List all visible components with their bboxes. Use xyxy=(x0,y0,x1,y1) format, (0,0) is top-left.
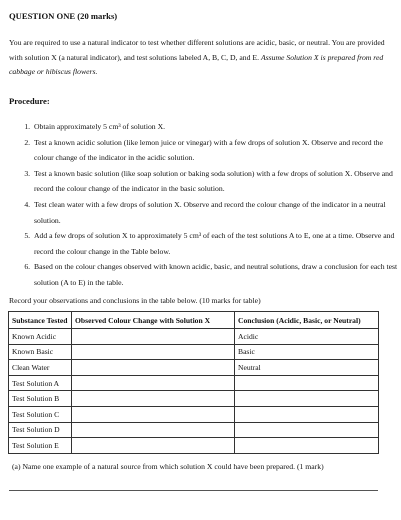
procedure-steps xyxy=(18,119,401,291)
cell-observed-colour[interactable] xyxy=(72,422,235,438)
header-observed-colour: Observed Colour Change with Solution X xyxy=(72,312,235,329)
procedure-step: 3. Test a known basic solution (like soap solution or baking soda solution) with a few drops of solution X. Observe and record the colour change of the indicator in the basic solution. xyxy=(32,166,401,197)
procedure-step: 2. Test a known acidic solution (like lemon juice or vinegar) with a few drops of solution X. Observe and record the colour change of the indicator in the acidic solution. xyxy=(32,135,401,166)
cell-substance: Clean Water xyxy=(9,360,72,376)
cell-conclusion[interactable] xyxy=(235,422,379,438)
table-row xyxy=(9,422,379,438)
procedure-step: 4. Test clean water with a few drops of solution X. Observe and record the colour change of the indicator in a neutral solution. xyxy=(32,197,401,228)
cell-observed-colour[interactable] xyxy=(72,360,235,376)
cell-observed-colour[interactable] xyxy=(72,329,235,345)
procedure-step: 1. Obtain approximately 5 cm³ of solution X. xyxy=(32,119,401,135)
procedure-step: 5. Add a few drops of solution X to approximately 5 cm³ of each of the test solutions A to E, one at a time. Observe and record the colour change in the Table below. xyxy=(32,228,401,259)
answer-line[interactable] xyxy=(9,490,378,491)
cell-observed-colour[interactable] xyxy=(72,438,235,454)
observation-table xyxy=(8,311,379,454)
table-row xyxy=(9,391,379,407)
table-row xyxy=(9,329,379,345)
cell-conclusion[interactable] xyxy=(235,391,379,407)
cell-substance: Known Basic xyxy=(9,344,72,360)
cell-conclusion[interactable] xyxy=(235,438,379,454)
intro-italic-note: Assume Solution X is prepared from red cabbage or hibiscus flowers. xyxy=(9,52,384,76)
intro-paragraph xyxy=(9,36,393,80)
cell-conclusion[interactable]: Acidic xyxy=(235,329,379,345)
cell-substance: Test Solution A xyxy=(9,375,72,391)
record-instruction: Record your observations and conclusions in the table below. (10 marks for table) xyxy=(9,296,261,305)
cell-substance: Test Solution E xyxy=(9,438,72,454)
cell-substance: Test Solution D xyxy=(9,422,72,438)
question-heading: QUESTION ONE (20 marks) xyxy=(9,11,118,21)
cell-substance: Test Solution B xyxy=(9,391,72,407)
header-substance: Substance Tested xyxy=(9,312,72,329)
cell-observed-colour[interactable] xyxy=(72,375,235,391)
cell-substance: Known Acidic xyxy=(9,329,72,345)
table-header-row xyxy=(9,312,379,329)
procedure-step: 6. Based on the colour changes observed with known acidic, basic, and neutral solutions, draw a conclusion for each test solution (A to E) in the table. xyxy=(32,259,401,290)
intro-text: You are required to use a natural indicator to test whether different solutions are acidic, basic, or neutral. You are provided with solution X (a natural indicator), and test solutions labeled A, B, C, D, and E. xyxy=(9,38,385,62)
table-row xyxy=(9,344,379,360)
table-row xyxy=(9,406,379,422)
table-row xyxy=(9,360,379,376)
cell-observed-colour[interactable] xyxy=(72,391,235,407)
cell-conclusion[interactable] xyxy=(235,375,379,391)
cell-observed-colour[interactable] xyxy=(72,406,235,422)
table-row xyxy=(9,375,379,391)
table-body xyxy=(9,329,379,454)
cell-substance: Test Solution C xyxy=(9,406,72,422)
procedure-heading: Procedure: xyxy=(9,96,50,106)
question-a: (a) Name one example of a natural source from which solution X could have been prepared. (1 mark) xyxy=(12,462,324,471)
cell-conclusion[interactable]: Neutral xyxy=(235,360,379,376)
cell-conclusion[interactable]: Basic xyxy=(235,344,379,360)
cell-observed-colour[interactable] xyxy=(72,344,235,360)
header-conclusion: Conclusion (Acidic, Basic, or Neutral) xyxy=(235,312,379,329)
table-row xyxy=(9,438,379,454)
cell-conclusion[interactable] xyxy=(235,406,379,422)
